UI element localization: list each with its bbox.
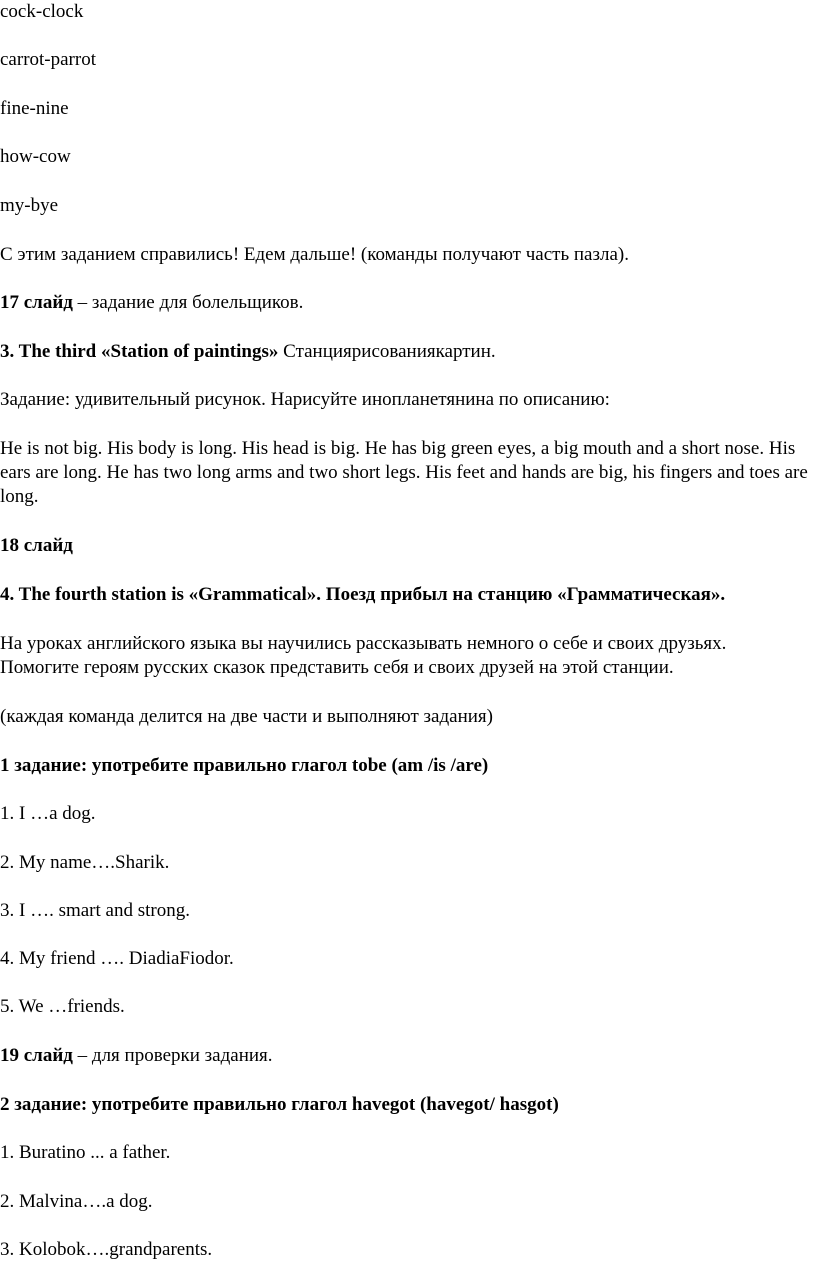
congrats-text: С этим заданием справились! Едем дальше! (команды получают часть пазла).	[0, 244, 629, 265]
task-1-item: 5. We …friends.	[0, 996, 125, 1017]
drawing-task: Задание: удивительный рисунок. Нарисуйте инопланетянина по описанию:	[0, 389, 610, 410]
station-4-title: 4. The fourth station is «Grammatical». Поезд прибыл на станцию «Грамматическая».	[0, 584, 726, 605]
task-1-title: 1 задание: употребите правильно глагол tobe (am /is /are)	[0, 755, 489, 776]
word-pair: how-cow	[0, 146, 71, 167]
task-1-item: 3. I …. smart and strong.	[0, 900, 190, 921]
word-pair: cock-clock	[0, 1, 84, 22]
task-1-item: 1. I …a dog.	[0, 803, 96, 824]
task-1-item: 4. My friend …. DiadiaFiodor.	[0, 948, 234, 969]
word-pair: my-bye	[0, 195, 59, 216]
task-2-title: 2 задание: употребите правильно глагол havegot (havegot/ hasgot)	[0, 1094, 559, 1115]
task-1-heading	[0, 754, 488, 778]
slide-19-label: 19 слайд	[0, 1045, 73, 1066]
slide-17-line	[0, 291, 303, 315]
intro-paragraph: На уроках английского языка вы научились рассказывать немного о себе и своих друзьях. Помогите героям русских сказок представить себя и своих друзей на этой станции.	[0, 633, 727, 678]
slide-19-line	[0, 1044, 273, 1068]
alien-description: He is not big. His body is long. His head is big. He has big green eyes, a big mouth and a short nose. His ears are long. He has two long arms and two short legs. His feet and hands are big, his fingers and toes are long.	[0, 438, 808, 507]
station-3-russian: Станциярисованиякартин.	[278, 341, 496, 362]
station-4-heading	[0, 583, 725, 607]
teams-note: (каждая команда делится на две части и выполняют задания)	[0, 706, 493, 727]
slide-19-description: – для проверки задания.	[72, 1045, 273, 1066]
station-3-title: 3. The third «Station of paintings»	[0, 341, 279, 362]
task-1-item: 2. My name….Sharik.	[0, 852, 170, 873]
slide-18-label	[0, 534, 73, 558]
station-3-heading	[0, 340, 496, 364]
word-pair: carrot-parrot	[0, 49, 96, 70]
task-2-item: 3. Kolobok….grandparents.	[0, 1239, 213, 1260]
slide-17-description: – задание для болельщиков.	[72, 292, 304, 313]
word-pair: fine-nine	[0, 98, 69, 119]
slide-17-label: 17 слайд	[0, 292, 73, 313]
task-2-heading	[0, 1093, 559, 1117]
slide-18-text: 18 слайд	[0, 535, 73, 556]
task-2-item: 1. Buratino ... a father.	[0, 1142, 171, 1163]
task-2-item: 2. Malvina….a dog.	[0, 1191, 153, 1212]
